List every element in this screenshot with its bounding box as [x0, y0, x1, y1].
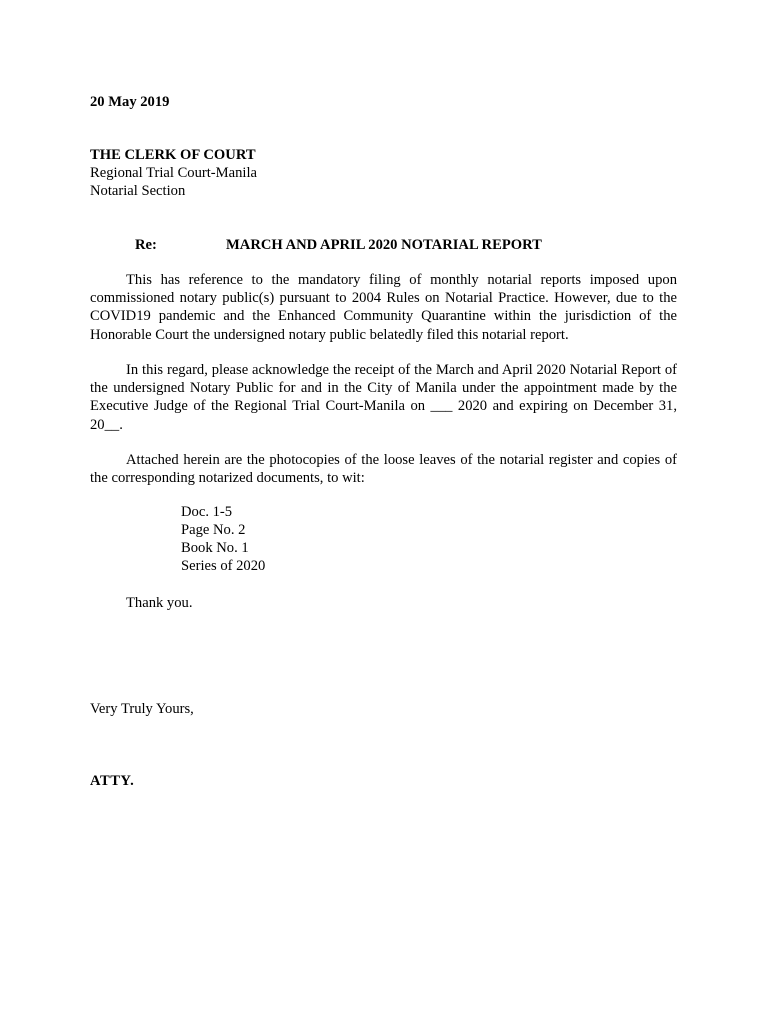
paragraph-reference: This has reference to the mandatory filing of monthly notarial reports imposed upon commissioned notary public(s) pursuant to 2004 Rules on Notarial Practice. However, due to the COVID19 pandemic and the Enhanced Community Quarantine within the jurisdiction of the Honorable Court the undersigned notary public belatedly filed this notarial report.	[90, 272, 677, 343]
letter-date: 20 May 2019	[90, 94, 170, 110]
list-item-doc: Doc. 1-5	[181, 504, 233, 520]
recipient-title: THE CLERK OF COURT	[90, 147, 256, 163]
subject-text: MARCH AND APRIL 2020 NOTARIAL REPORT	[226, 237, 542, 253]
list-item-page: Page No. 2	[181, 522, 246, 538]
signatory-name: ATTY.	[90, 773, 135, 789]
closing-text: Very Truly Yours,	[90, 701, 194, 717]
recipient-line-2: Notarial Section	[90, 183, 186, 199]
list-item-series: Series of 2020	[181, 558, 266, 574]
paragraph-attached: Attached herein are the photocopies of the loose leaves of the notarial register and copies of the corresponding notarized documents, to wit:	[90, 452, 677, 487]
list-item-book: Book No. 1	[181, 540, 249, 556]
thanks-text: Thank you.	[126, 595, 193, 611]
subject-label: Re:	[135, 237, 157, 253]
paragraph-acknowledge: In this regard, please acknowledge the receipt of the March and April 2020 Notarial Report of the undersigned Notary Public for and in the City of Manila under the appointment made by the Executive Judge of the Regional Trial Court-Manila on ___ 2020 and expiring on December 31, 20__.	[90, 362, 677, 433]
recipient-line-1: Regional Trial Court-Manila	[90, 165, 258, 181]
